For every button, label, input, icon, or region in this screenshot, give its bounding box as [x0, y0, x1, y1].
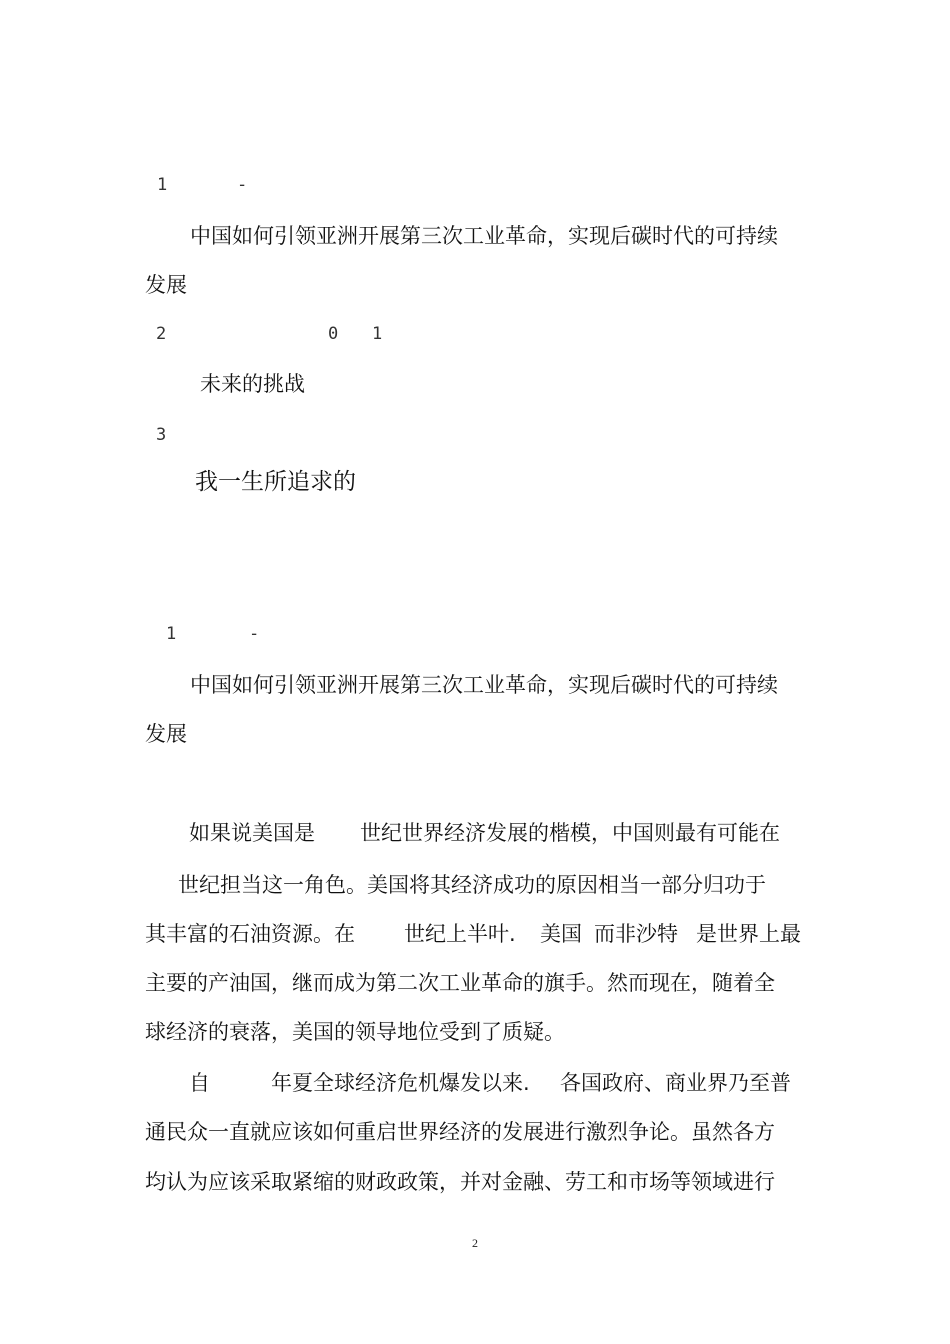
page-number: 2 [472, 1236, 478, 1250]
paragraph1-line2: 世纪担当这一角色。美国将其经济成功的原因相当一部分归功于 [178, 873, 766, 897]
paragraph1-line3d: 而非沙特 [594, 922, 678, 946]
toc-item2-one: 1 [372, 324, 384, 344]
toc-item2-zero: 0 [328, 324, 340, 344]
paragraph2-line1a: 自 [189, 1071, 210, 1095]
chapter-dash: - [249, 624, 261, 644]
paragraph2-line3: 均认为应该采取紧缩的财政政策，并对金融、劳工和市场等领域进行 [145, 1170, 775, 1194]
chapter-number: 1 [166, 624, 178, 644]
paragraph1-line3e: 是世界上最 [696, 922, 801, 946]
toc-item1-dash: - [237, 175, 249, 195]
paragraph1-line3b: 世纪上半叶. [404, 922, 516, 946]
toc-item2-title: 未来的挑战 [200, 372, 305, 396]
paragraph2-line2: 通民众一直就应该如何重启世界经济的发展进行激烈争论。虽然各方 [145, 1120, 775, 1144]
paragraph1-line4: 主要的产油国，继而成为第二次工业革命的旗手。然而现在，随着全 [145, 971, 775, 995]
toc-heading [144, 127, 166, 144]
toc-item2-number: 2 [156, 324, 168, 344]
chapter-title-cont: 发展 [145, 722, 187, 746]
paragraph1-line5: 球经济的衰落，美国的领导地位受到了质疑。 [145, 1020, 565, 1044]
paragraph2-line1b: 年夏全球经济危机爆发以来. [271, 1071, 530, 1095]
toc-item1-title-cont: 发展 [145, 273, 187, 297]
paragraph1-line3a: 其丰富的石油资源。在 [145, 922, 355, 946]
paragraph1-line1b: 世纪世界经济发展的楷模，中国则最有可能在 [360, 821, 780, 845]
toc-item1-number: 1 [157, 175, 169, 195]
toc-item1-title: 中国如何引领亚洲开展第三次工业革命，实现后碳时代的可持续 [190, 224, 778, 248]
chapter-title: 中国如何引领亚洲开展第三次工业革命，实现后碳时代的可持续 [190, 673, 778, 697]
paragraph1-line3c: 美国 [540, 922, 582, 946]
paragraph2-line1c: 各国政府、商业界乃至普 [560, 1071, 791, 1095]
toc-item3-number: 3 [156, 425, 168, 445]
toc-item3-title: 我一生所追求的 [195, 469, 356, 495]
paragraph1-line1a: 如果说美国是 [189, 821, 315, 845]
